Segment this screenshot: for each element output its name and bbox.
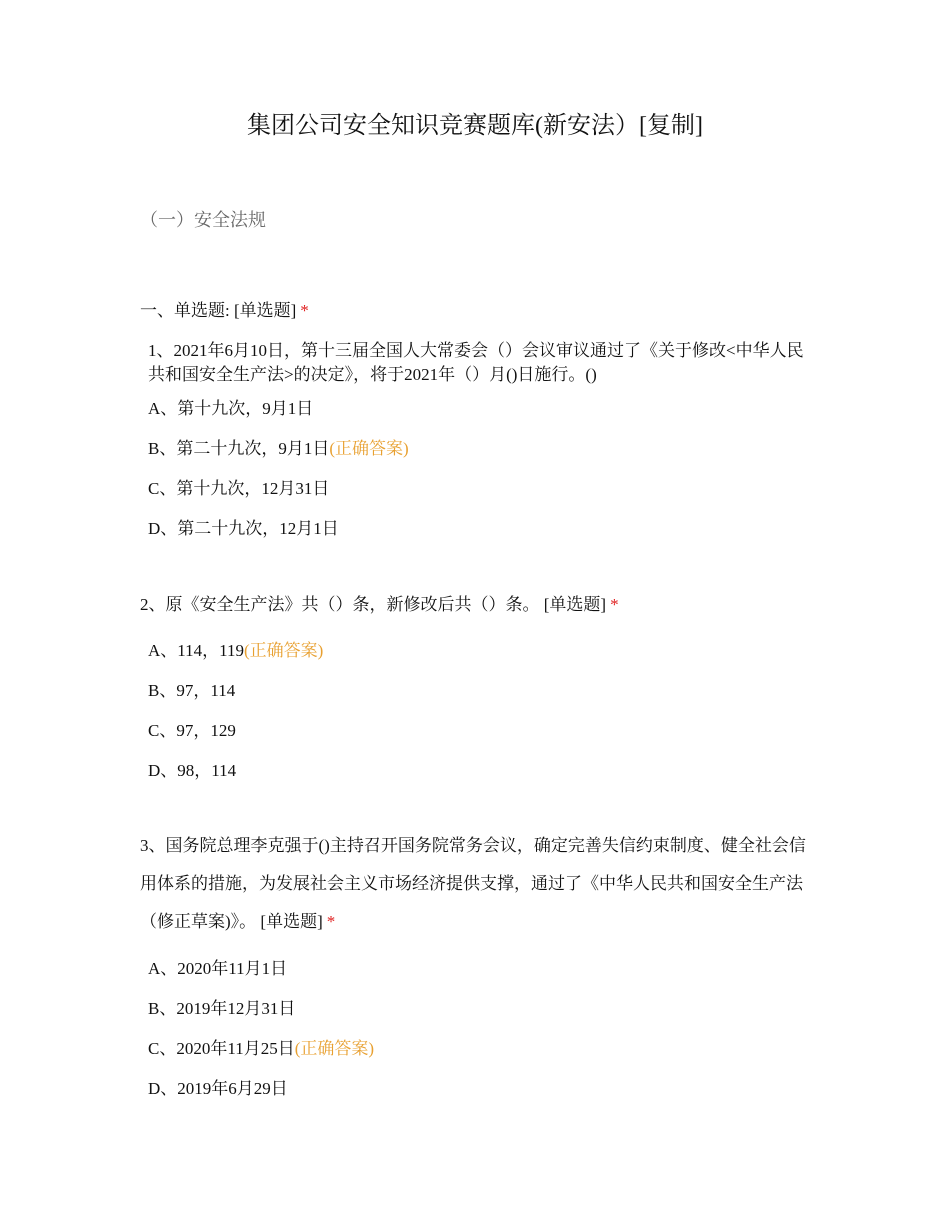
question-3-option-b	[148, 997, 295, 1021]
question-3-body: 3、国务院总理李克强于()主持召开国务院常务会议，确定完善失信约束制度、健全社会信用体系的措施，为发展社会主义市场经济提供支撑，通过了《中华人民共和国安全生产法（修正草案)》。	[140, 836, 806, 931]
question-type-heading	[140, 298, 309, 324]
option-label: C、第十九次，12月31日	[148, 479, 330, 498]
question-2-option-c	[148, 719, 236, 743]
question-1-option-b	[148, 437, 409, 461]
correct-answer-label: (正确答案)	[244, 641, 324, 660]
question-3-option-a	[148, 957, 287, 981]
required-mark: *	[610, 595, 619, 614]
question-2-option-b	[148, 679, 235, 703]
question-type-tag: [单选题]	[260, 912, 323, 931]
question-type-tag: [单选题]	[543, 595, 607, 614]
question-3-option-d	[148, 1077, 288, 1101]
option-label: D、98，114	[148, 761, 237, 780]
option-label: A、2020年11月1日	[148, 959, 288, 978]
option-label: C、2020年11月25日	[148, 1039, 295, 1058]
required-mark: *	[300, 301, 309, 320]
section-title: （一）安全法规	[140, 210, 266, 230]
option-label: C、97，129	[148, 721, 236, 740]
heading-text: 一、单选题: [单选题]	[140, 301, 297, 320]
option-label: D、第二十九次，12月1日	[148, 519, 339, 538]
question-1-option-d	[148, 517, 339, 541]
question-1-option-a	[148, 397, 313, 421]
question-1-text: 1、2021年6月10日，第十三届全国人大常委会（）会议审议通过了《关于修改<中华人民共和国安全生产法>的决定》，将于2021年（）月()日施行。()	[148, 341, 804, 384]
question-2-body: 2、原《安全生产法》共（）条，新修改后共（）条。	[140, 595, 540, 614]
correct-answer-label: (正确答案)	[329, 439, 409, 458]
option-label: B、97，114	[148, 681, 236, 700]
document-title: 集团公司安全知识竞赛题库(新安法）[复制]	[247, 113, 703, 139]
question-2-option-a	[148, 639, 323, 663]
option-label: A、114，119	[148, 641, 245, 660]
option-label: A、第十九次，9月1日	[148, 399, 314, 418]
option-label: D、2019年6月29日	[148, 1079, 288, 1098]
correct-answer-label: (正确答案)	[294, 1039, 375, 1058]
question-3-text	[140, 827, 820, 941]
required-mark: *	[326, 912, 336, 931]
option-label: B、第二十九次，9月1日	[148, 439, 330, 458]
question-3-option-c	[148, 1037, 374, 1061]
question-1-option-c	[148, 477, 329, 501]
question-2-option-d	[148, 759, 236, 783]
question-2-text	[140, 592, 820, 618]
option-label: B、2019年12月31日	[148, 999, 296, 1018]
